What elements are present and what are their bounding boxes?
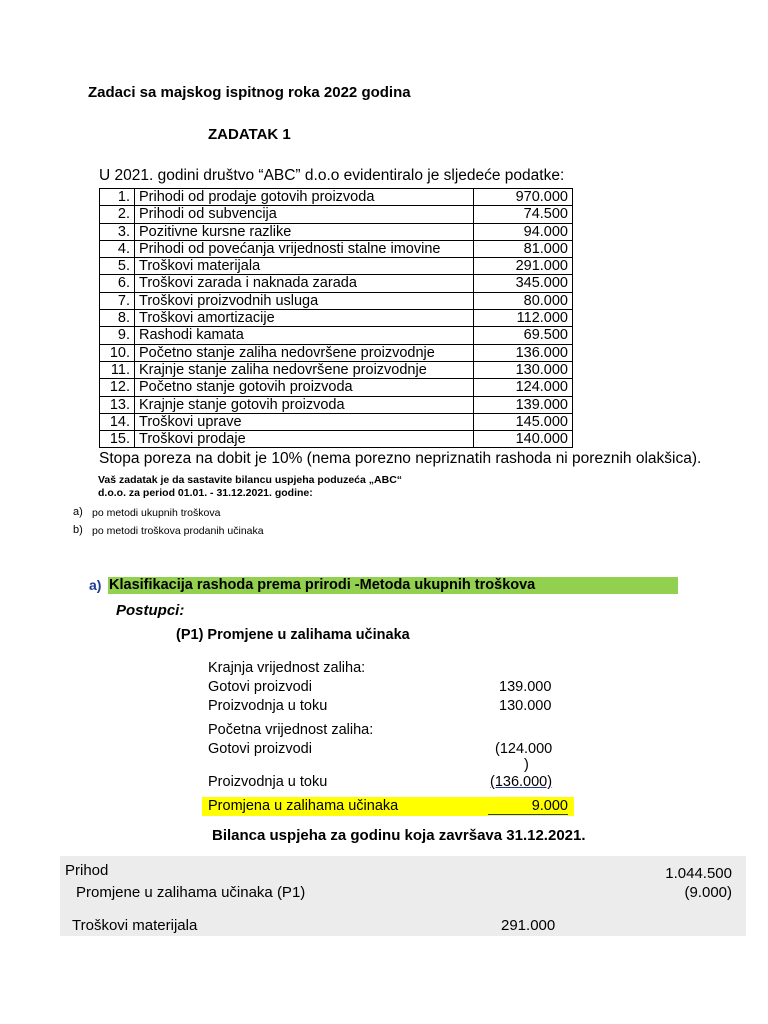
- beginning-finished-goods-value-close: ): [524, 757, 529, 773]
- row-description: Troškovi materijala: [135, 258, 474, 275]
- row-description: Rashodi kamata: [135, 327, 474, 344]
- ending-finished-goods-label: Gotovi proizvodi: [208, 679, 312, 695]
- row-value: 69.500: [474, 327, 573, 344]
- row-description: Krajnje stanje zaliha nedovršene proizvodnje: [135, 361, 474, 378]
- row-number: 6.: [100, 275, 135, 292]
- row-description: Troškovi amortizacije: [135, 310, 474, 327]
- data-table: [99, 188, 573, 448]
- row-value: 124.000: [474, 379, 573, 396]
- revenue-label: Prihod: [65, 862, 109, 879]
- beginning-finished-goods-label: Gotovi proizvodi: [208, 741, 312, 757]
- row-number: 2.: [100, 206, 135, 223]
- row-value: 80.000: [474, 292, 573, 309]
- table-row: [100, 275, 573, 292]
- row-description: Troškovi prodaje: [135, 431, 474, 448]
- table-row: [100, 240, 573, 257]
- table-row: [100, 379, 573, 396]
- section-marker: a): [89, 577, 102, 593]
- table-row: [100, 327, 573, 344]
- table-row: [100, 431, 573, 448]
- row-description: Početno stanje gotovih proizvoda: [135, 379, 474, 396]
- row-number: 8.: [100, 310, 135, 327]
- document-title: Zadaci sa majskog ispitnog roka 2022 godina: [88, 84, 411, 101]
- row-number: 15.: [100, 431, 135, 448]
- ending-wip-label: Proizvodnja u toku: [208, 698, 328, 714]
- row-description: Krajnje stanje gotovih proizvoda: [135, 396, 474, 413]
- beginning-finished-goods-value: (124.000: [495, 741, 553, 757]
- revenue-value: 1.044.500: [665, 865, 732, 882]
- option-a-marker: a): [73, 506, 83, 518]
- table-row: [100, 396, 573, 413]
- inventory-change-row-value: (9.000): [684, 884, 732, 901]
- procedures-label: Postupci:: [116, 602, 185, 619]
- inventory-change-row-label: Promjene u zalihama učinaka (P1): [76, 884, 306, 901]
- row-number: 5.: [100, 258, 135, 275]
- row-value: 139.000: [474, 396, 573, 413]
- assignment-line-1: Vaš zadatak je da sastavite bilancu uspjeha poduzeća „ABC“: [98, 474, 403, 486]
- p1-title: (P1) Promjene u zalihama učinaka: [176, 627, 410, 643]
- row-number: 7.: [100, 292, 135, 309]
- row-description: Troškovi uprave: [135, 413, 474, 430]
- row-number: 14.: [100, 413, 135, 430]
- row-value: 81.000: [474, 240, 573, 257]
- ending-inventory-label: Krajnja vrijednost zaliha:: [208, 660, 366, 676]
- table-row: [100, 344, 573, 361]
- row-number: 10.: [100, 344, 135, 361]
- row-number: 9.: [100, 327, 135, 344]
- option-a-text: po metodi ukupnih troškova: [92, 507, 221, 519]
- row-number: 11.: [100, 361, 135, 378]
- assignment-line-2: d.o.o. za period 01.01. - 31.12.2021. godine:: [98, 487, 313, 499]
- option-b-marker: b): [73, 524, 83, 536]
- table-row: [100, 292, 573, 309]
- table-row: [100, 223, 573, 240]
- task-heading: ZADATAK 1: [208, 126, 291, 143]
- row-value: 291.000: [474, 258, 573, 275]
- table-row: [100, 310, 573, 327]
- row-value: 140.000: [474, 431, 573, 448]
- row-description: Prihodi od prodaje gotovih proizvoda: [135, 189, 474, 206]
- section-heading: Klasifikacija rashoda prema prirodi -Metoda ukupnih troškova: [109, 577, 536, 593]
- materials-cost-value: 291.000: [501, 917, 556, 934]
- inventory-change-value: 9.000: [488, 798, 568, 815]
- table-row: [100, 206, 573, 223]
- table-row: [100, 258, 573, 275]
- beginning-inventory-label: Početna vrijednost zaliha:: [208, 722, 374, 738]
- income-statement-title: Bilanca uspjeha za godinu koja završava 31.12.2021.: [212, 827, 586, 844]
- row-value: 112.000: [474, 310, 573, 327]
- row-number: 1.: [100, 189, 135, 206]
- table-row: [100, 361, 573, 378]
- row-number: 13.: [100, 396, 135, 413]
- row-value: 145.000: [474, 413, 573, 430]
- row-value: 94.000: [474, 223, 573, 240]
- beginning-wip-label: Proizvodnja u toku: [208, 774, 328, 790]
- ending-wip-value: 130.000: [499, 698, 552, 714]
- row-value: 345.000: [474, 275, 573, 292]
- row-description: Prihodi od povećanja vrijednosti stalne imovine: [135, 240, 474, 257]
- option-b-text: po metodi troškova prodanih učinaka: [92, 525, 264, 537]
- materials-cost-label: Troškovi materijala: [72, 917, 198, 934]
- row-description: Prihodi od subvencija: [135, 206, 474, 223]
- row-value: 74.500: [474, 206, 573, 223]
- tax-note: Stopa poreza na dobit je 10% (nema porezno nepriznatih rashoda ni poreznih olakšica).: [99, 450, 702, 467]
- row-description: Početno stanje zaliha nedovršene proizvodnje: [135, 344, 474, 361]
- table-row: [100, 413, 573, 430]
- row-description: Pozitivne kursne razlike: [135, 223, 474, 240]
- table-row: [100, 189, 573, 206]
- row-number: 3.: [100, 223, 135, 240]
- intro-text: U 2021. godini društvo “ABC” d.o.o evidentiralo je sljedeće podatke:: [99, 167, 565, 184]
- beginning-wip-value: (136.000): [490, 774, 553, 790]
- row-number: 12.: [100, 379, 135, 396]
- row-value: 130.000: [474, 361, 573, 378]
- row-description: Troškovi zarada i naknada zarada: [135, 275, 474, 292]
- ending-finished-goods-value: 139.000: [499, 679, 552, 695]
- row-value: 970.000: [474, 189, 573, 206]
- row-description: Troškovi proizvodnih usluga: [135, 292, 474, 309]
- inventory-change-label: Promjena u zalihama učinaka: [208, 798, 399, 814]
- row-value: 136.000: [474, 344, 573, 361]
- row-number: 4.: [100, 240, 135, 257]
